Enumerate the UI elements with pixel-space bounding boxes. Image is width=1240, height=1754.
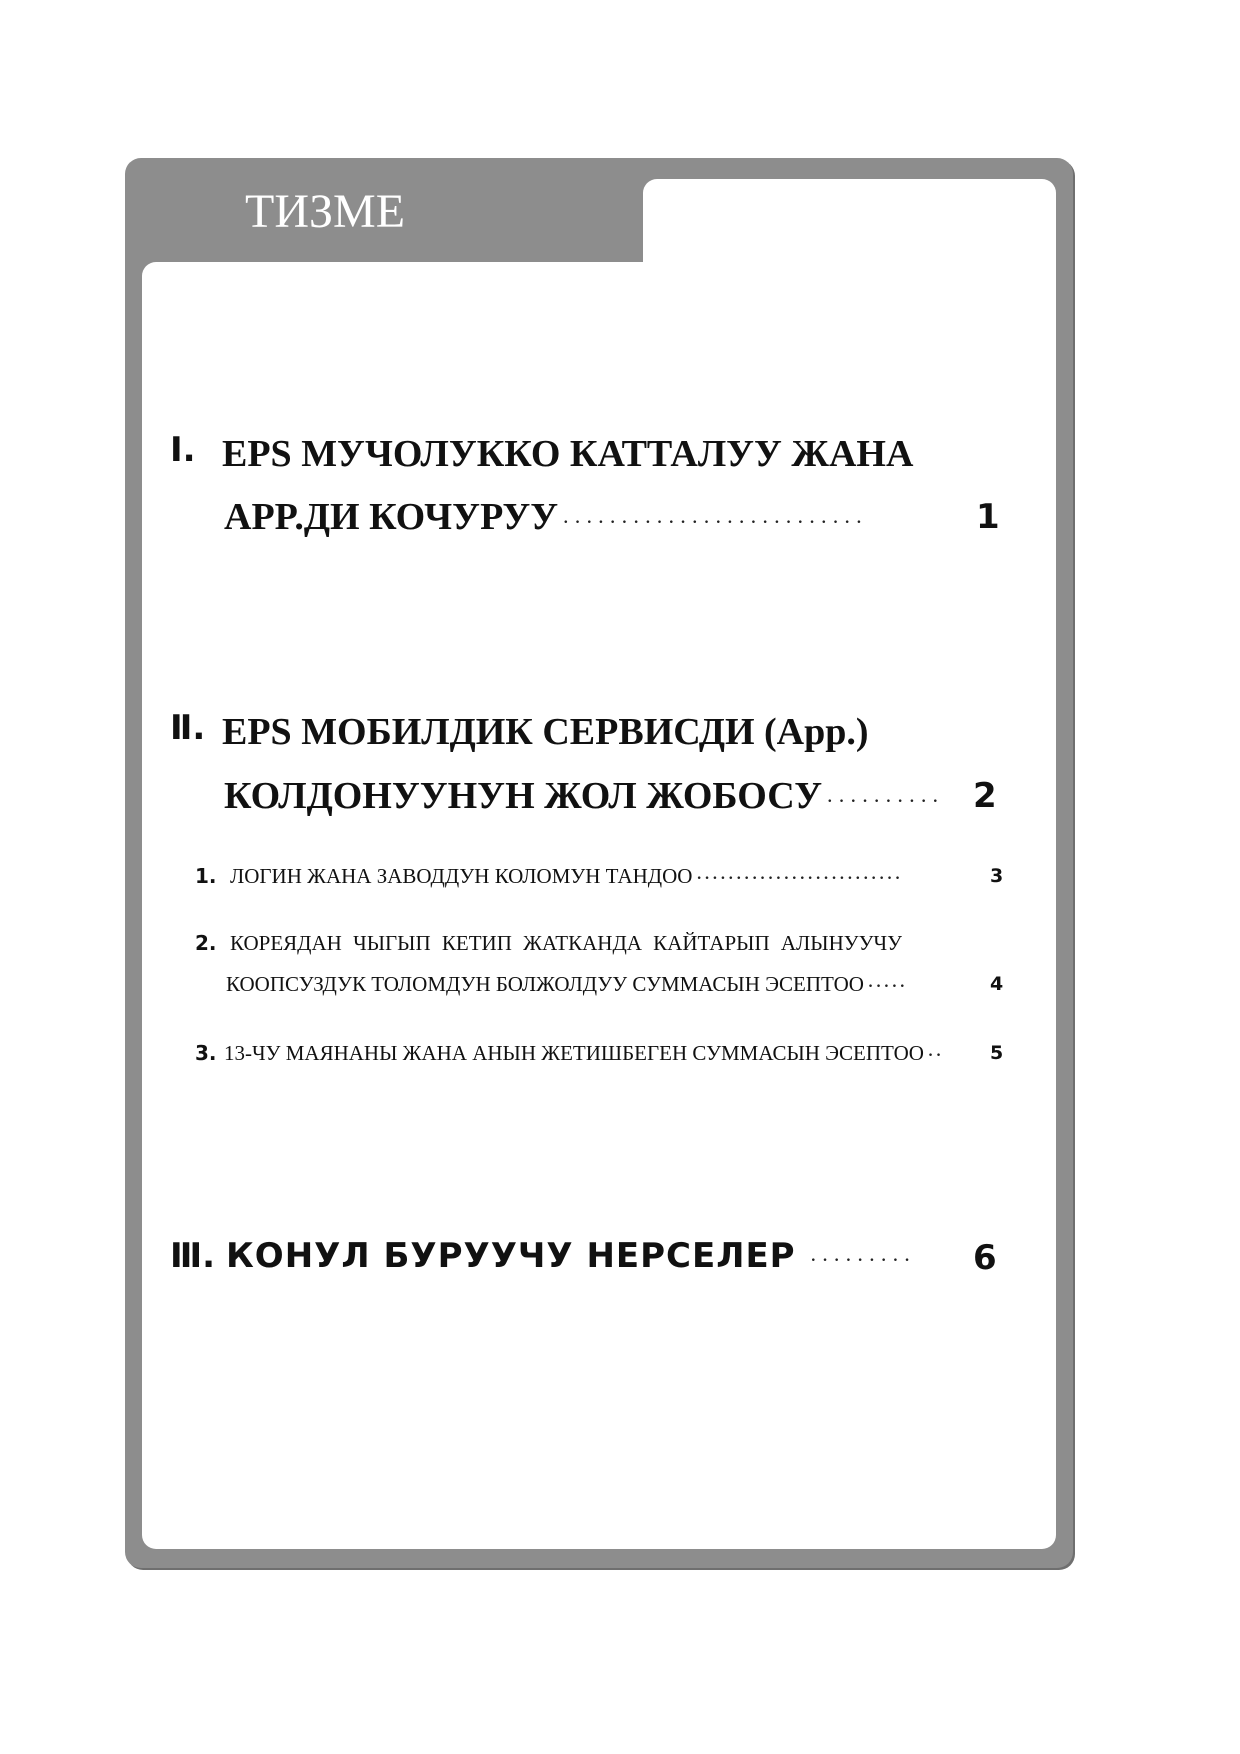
section-3-dot-leader: ········· (809, 1247, 916, 1272)
subitem-2-text-line2: КООПСУЗДУК ТОЛОМДУН БОЛЖОЛДУУ СУММАСЫН ЭСЕПТОО (226, 972, 864, 996)
subitem-2-page-number: 4 (990, 973, 1004, 995)
subitem-3-page-number: 5 (990, 1042, 1004, 1064)
subitem-1-text: ЛОГИН ЖАНА ЗАВОДДУН КОЛОМУН ТАНДОО (230, 864, 693, 888)
subitem-2-row (226, 972, 908, 997)
subitem-1-dot-leader: ·························· (696, 870, 903, 887)
section-2-number: Ⅱ. (170, 708, 206, 748)
subitem-3-dot-leader: ·· (927, 1047, 944, 1064)
section-3-title-row (226, 1236, 915, 1276)
section-1-title-line2: APP.ДИ КОЧУРУУ (224, 496, 559, 538)
section-1-number: Ⅰ. (170, 430, 196, 470)
section-2-title-line1: EPS МОБИЛДИК СЕРВИСДИ (App.) (222, 711, 869, 753)
section-1-title-line1: EPS МУЧОЛУККО КАТТАЛУУ ЖАНА (222, 433, 914, 475)
page-title: ТИЗМЕ (245, 185, 406, 238)
subitem-2-text-line1: КОРЕЯДАН ЧЫГЫП КЕТИП ЖАТКАНДА КАЙТАРЫП АЛЫНУУЧУ (230, 931, 903, 955)
subitem-3-text: 13-ЧУ МАЯНАНЫ ЖАНА АНЫН ЖЕТИШБЕГЕН СУММАСЫН ЭСЕПТОО (224, 1041, 924, 1065)
section-1-page-number: 1 (976, 497, 1000, 537)
subitem-1-page-number: 3 (990, 865, 1004, 887)
section-1-dot-leader: ·························· (562, 509, 868, 534)
subitem-2-dot-leader: ····· (867, 978, 908, 995)
section-3-title: КОНУЛ БУРУУЧУ НЕРСЕЛЕР (226, 1236, 796, 1276)
toc-frame-tab-notch (643, 179, 1056, 299)
section-1-title-line2-row (224, 495, 867, 539)
subitem-2-number: 2. (195, 931, 217, 955)
subitem-1-number: 1. (195, 864, 217, 888)
section-2-dot-leader: ·········· (826, 788, 944, 813)
section-2-title-line2-row (224, 774, 943, 818)
section-2-page-number: 2 (973, 776, 997, 816)
section-2-title-line2: КОЛДОНУУНУН ЖОЛ ЖОБОСУ (224, 775, 823, 817)
subitem-1-row (230, 864, 903, 889)
section-3-number: Ⅲ. (170, 1236, 216, 1276)
subitem-3-row (224, 1041, 944, 1066)
section-3-page-number: 6 (973, 1238, 997, 1278)
toc-frame-notch-fill (643, 262, 683, 302)
subitem-3-number: 3. (195, 1041, 217, 1065)
